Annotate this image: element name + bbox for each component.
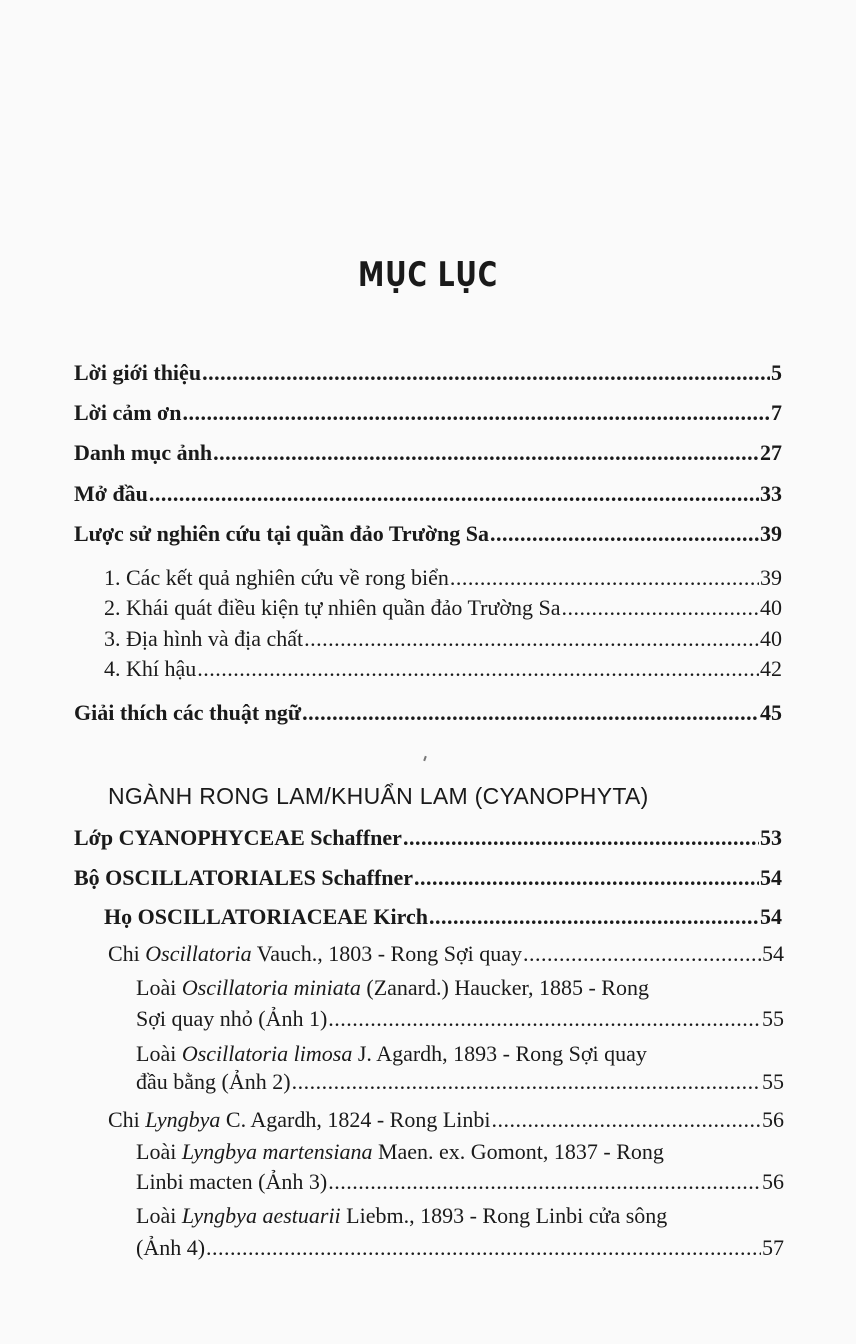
species-name: Lyngbya martensiana: [181, 1139, 373, 1164]
entry-page: 57: [762, 1235, 784, 1260]
entry-label: Linbi macten (Ảnh 3): [136, 1169, 328, 1194]
toc-genus-lyngbya[interactable]: [108, 1107, 784, 1133]
toc-subentry-4[interactable]: [104, 656, 782, 682]
entry-label: (Ảnh 4): [136, 1235, 206, 1260]
dot-leader: [523, 941, 761, 967]
dot-leader: [492, 1107, 761, 1133]
toc-entry-family[interactable]: [104, 904, 782, 930]
toc-entry-order[interactable]: [74, 865, 782, 891]
entry-page: 54: [762, 941, 784, 966]
entry-page: 55: [762, 1006, 784, 1031]
entry-label: Danh mục ảnh: [74, 440, 213, 465]
dot-leader: [213, 440, 759, 466]
dot-leader: [302, 700, 759, 726]
entry-page: 55: [762, 1069, 784, 1094]
entry-label: 4. Khí hậu: [104, 656, 197, 681]
toc-entry-loi-cam-on[interactable]: [74, 400, 782, 426]
entry-label: Mở đầu: [74, 481, 148, 506]
entry-label: Sợi quay nhỏ (Ảnh 1): [136, 1006, 328, 1031]
toc-species-miniata-line2[interactable]: [136, 1006, 784, 1032]
toc-entry-mo-dau[interactable]: [74, 481, 782, 507]
entry-label: 3. Địa hình và địa chất: [104, 626, 304, 651]
dot-leader: [197, 656, 759, 682]
dot-leader: [182, 400, 770, 426]
toc-species-martensiana-line1[interactable]: Loài Lyngbya martensiana Maen. ex. Gomont, 1837 - Rong: [136, 1139, 664, 1164]
entry-page: 40: [760, 595, 782, 620]
entry-page: 56: [762, 1169, 784, 1194]
genus-name: Lyngbya: [145, 1107, 221, 1132]
entry-page: 7: [771, 400, 782, 425]
species-name: Lyngbya aestuarii: [181, 1203, 341, 1228]
dot-leader: [429, 904, 759, 930]
toc-subentry-1[interactable]: [104, 565, 782, 591]
dot-leader: [304, 626, 759, 652]
dot-leader: [403, 825, 759, 851]
entry-label: Lời cảm ơn: [74, 400, 182, 425]
toc-entry-giai-thich[interactable]: [74, 700, 782, 726]
species-name: Oscillatoria limosa: [181, 1041, 353, 1066]
print-speck: [423, 756, 427, 761]
entry-page: 45: [760, 700, 782, 725]
dot-leader: [490, 521, 759, 547]
dot-leader: [414, 865, 759, 891]
entry-page: 56: [762, 1107, 784, 1132]
toc-entry-luoc-su[interactable]: [74, 521, 782, 547]
toc-entry-danh-muc-anh[interactable]: [74, 440, 782, 466]
entry-page: 27: [760, 440, 782, 465]
species-name: Oscillatoria miniata: [181, 975, 361, 1000]
entry-label: Lược sử nghiên cứu tại quần đảo Trường Sa: [74, 521, 490, 546]
entry-label: Chi Lyngbya C. Agardh, 1824 - Rong Linbi: [108, 1107, 491, 1132]
entry-page: 39: [760, 521, 782, 546]
toc-species-limosa-line1[interactable]: Loài Oscillatoria limosa J. Agardh, 1893 - Rong Sợi quay: [136, 1041, 647, 1066]
page-title: MỤC LỤC: [358, 255, 498, 295]
dot-leader: [450, 565, 759, 591]
entry-label: Chi Oscillatoria Vauch., 1803 - Rong Sợi quay: [108, 941, 522, 966]
toc-species-miniata-line1[interactable]: Loài Oscillatoria miniata (Zanard.) Haucker, 1885 - Rong: [136, 975, 649, 1000]
toc-subentry-2[interactable]: [104, 595, 782, 621]
dot-leader: [328, 1006, 761, 1032]
toc-subentry-3[interactable]: [104, 626, 782, 652]
entry-label: Lời giới thiệu: [74, 360, 202, 385]
dot-leader: [149, 481, 759, 507]
entry-page: 39: [760, 565, 782, 590]
dot-leader: [328, 1169, 761, 1195]
toc-species-limosa-line2[interactable]: [136, 1069, 784, 1095]
toc-species-martensiana-line2[interactable]: [136, 1169, 784, 1195]
section-heading: NGÀNH RONG LAM/KHUẨN LAM (CYANOPHYTA): [108, 783, 649, 809]
toc-species-aestuarii-line1[interactable]: Loài Lyngbya aestuarii Liebm., 1893 - Rong Linbi cửa sông: [136, 1203, 668, 1228]
dot-leader: [206, 1235, 761, 1261]
dot-leader: [202, 360, 770, 386]
entry-page: 33: [760, 481, 782, 506]
entry-page: 40: [760, 626, 782, 651]
entry-label: Giải thích các thuật ngữ: [74, 700, 302, 725]
dot-leader: [292, 1069, 761, 1095]
toc-entry-class[interactable]: [74, 825, 782, 851]
entry-page: 54: [760, 865, 782, 890]
toc-genus-oscillatoria[interactable]: [108, 941, 784, 967]
entry-label: Bộ OSCILLATORIALES Schaffner: [74, 865, 414, 890]
genus-name: Oscillatoria: [145, 941, 252, 966]
entry-label: 2. Khái quát điều kiện tự nhiên quần đảo Trường Sa: [104, 595, 561, 620]
entry-label: Họ OSCILLATORIACEAE Kirch: [104, 904, 428, 929]
entry-label: đầu bằng (Ảnh 2): [136, 1069, 291, 1094]
entry-page: 53: [760, 825, 782, 850]
entry-label: Lớp CYANOPHYCEAE Schaffner: [74, 825, 402, 850]
toc-entry-loi-gioi-thieu[interactable]: [74, 360, 782, 386]
toc-species-aestuarii-line2[interactable]: [136, 1235, 784, 1261]
entry-page: 54: [760, 904, 782, 929]
entry-label: 1. Các kết quả nghiên cứu về rong biển: [104, 565, 449, 590]
dot-leader: [562, 595, 760, 621]
entry-page: 42: [760, 656, 782, 681]
entry-page: 5: [771, 360, 782, 385]
